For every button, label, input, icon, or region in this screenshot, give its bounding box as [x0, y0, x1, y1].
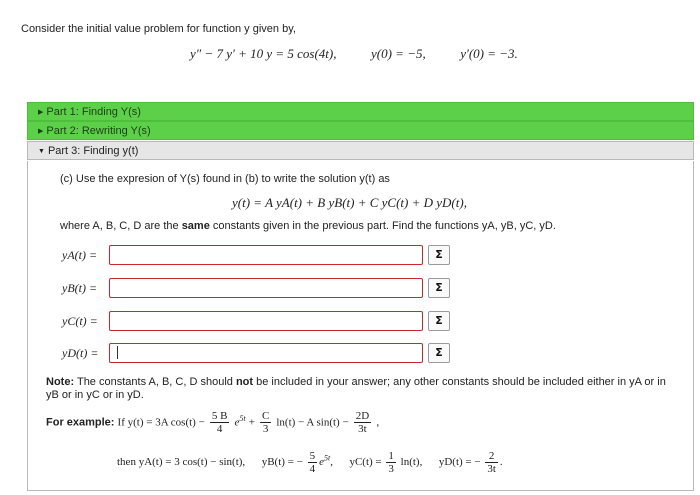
yb-label: yB(t) = — [62, 281, 98, 295]
example-frac-2 — [260, 410, 271, 435]
yb-sigma-button[interactable]: Σ — [428, 278, 450, 298]
note-bold: Note: — [46, 376, 75, 388]
ivp-equation — [190, 46, 518, 62]
ya-sigma-button[interactable]: Σ — [428, 245, 450, 265]
frac-num: 2D — [355, 410, 370, 422]
frac-den: 4 — [309, 463, 316, 475]
note-text-2: be included in your answer; any other constants should be included either in yA or in yB or in yC or in yD. — [46, 376, 666, 401]
then-yb-exp: 5t — [323, 453, 331, 463]
where-bold: same — [181, 220, 210, 232]
then-yb-end: , — [330, 456, 333, 469]
example-line — [46, 410, 379, 435]
yc-label: yC(t) = — [62, 314, 98, 328]
yd-label: yD(t) = — [62, 346, 99, 360]
ivp-ode: y″ − 7 y′ + 10 y = 5 cos(4t), — [190, 46, 337, 61]
frac-den: 3t — [358, 423, 367, 435]
then-yb: yB(t) = − — [261, 456, 303, 469]
part-2-header[interactable] — [27, 121, 694, 140]
part-3-header[interactable] — [27, 141, 694, 160]
frac-den: 4 — [216, 423, 223, 435]
frac-num: C — [261, 410, 270, 422]
example-exp: 5t — [239, 413, 246, 423]
text-caret — [117, 346, 118, 359]
yd-input[interactable] — [109, 343, 423, 363]
then-yb-frac — [308, 450, 318, 475]
example-then-line — [117, 450, 503, 475]
example-end: , — [376, 416, 380, 429]
part-3-label: Part 3: Finding y(t) — [47, 145, 139, 157]
note-not-bold: not — [235, 376, 254, 388]
frac-num: 2 — [485, 450, 498, 463]
example-ln: ln(t) − A sin(t) − — [276, 416, 349, 429]
frac-num: 5 B — [211, 410, 228, 422]
part-1-header[interactable] — [27, 102, 694, 121]
example-frac-3 — [354, 410, 371, 435]
example-frac-1 — [210, 410, 230, 435]
then-yd-end: . — [499, 456, 503, 469]
problem-intro: Consider the initial value problem for function y given by, — [21, 23, 296, 35]
frac-den: 3 — [262, 423, 269, 435]
note-text-1: The constants A, B, C, D should — [76, 376, 233, 388]
then-yd: yD(t) = − — [438, 456, 481, 469]
yc-sigma-button[interactable]: Σ — [428, 311, 450, 331]
ya-label: yA(t) = — [62, 248, 98, 262]
ya-input[interactable] — [109, 245, 423, 265]
frac-den: 3 — [388, 463, 394, 475]
then-yb-e: e — [319, 456, 324, 469]
example-e: e — [234, 416, 240, 429]
frac-num: 5 — [309, 450, 316, 462]
yd-sigma-button[interactable]: Σ — [428, 343, 450, 363]
solution-form: y(t) = A yA(t) + B yB(t) + C yC(t) + D yD(t), — [232, 195, 467, 210]
then-yd-frac — [485, 450, 498, 475]
example-plus: + — [248, 416, 255, 429]
where-text — [60, 220, 556, 232]
ivp-ic1: y(0) = −5, — [371, 46, 426, 61]
ivp-ic2: y′(0) = −3. — [460, 46, 518, 61]
frac-den: 3t — [487, 463, 496, 475]
part-2-label: Part 2: Rewriting Y(s) — [46, 125, 151, 137]
part-1-label: Part 1: Finding Y(s) — [46, 106, 141, 118]
then-ya: then yA(t) = 3 cos(t) − sin(t), — [117, 456, 246, 469]
where-post: constants given in the previous part. Find the functions yA, yB, yC, yD. — [212, 220, 556, 232]
then-yc-frac — [386, 450, 396, 475]
collapsed-triangle-icon: ▶ — [38, 109, 44, 116]
then-yc-end: ln(t), — [400, 456, 423, 469]
example-bold: For example: — [46, 416, 115, 429]
expanded-triangle-icon: ▼ — [38, 148, 45, 155]
example-if: If y(t) = 3A cos(t) − — [117, 416, 205, 429]
frac-num: 1 — [388, 450, 394, 462]
collapsed-triangle-icon: ▶ — [38, 128, 44, 135]
yc-input[interactable] — [109, 311, 423, 331]
then-yc: yC(t) = — [349, 456, 382, 469]
note-text — [46, 376, 676, 402]
part-3-instruction: (c) Use the expresion of Y(s) found in (b) to write the solution y(t) as — [60, 173, 390, 185]
yb-input[interactable] — [109, 278, 423, 298]
where-pre: where A, B, C, D are the — [60, 220, 179, 232]
